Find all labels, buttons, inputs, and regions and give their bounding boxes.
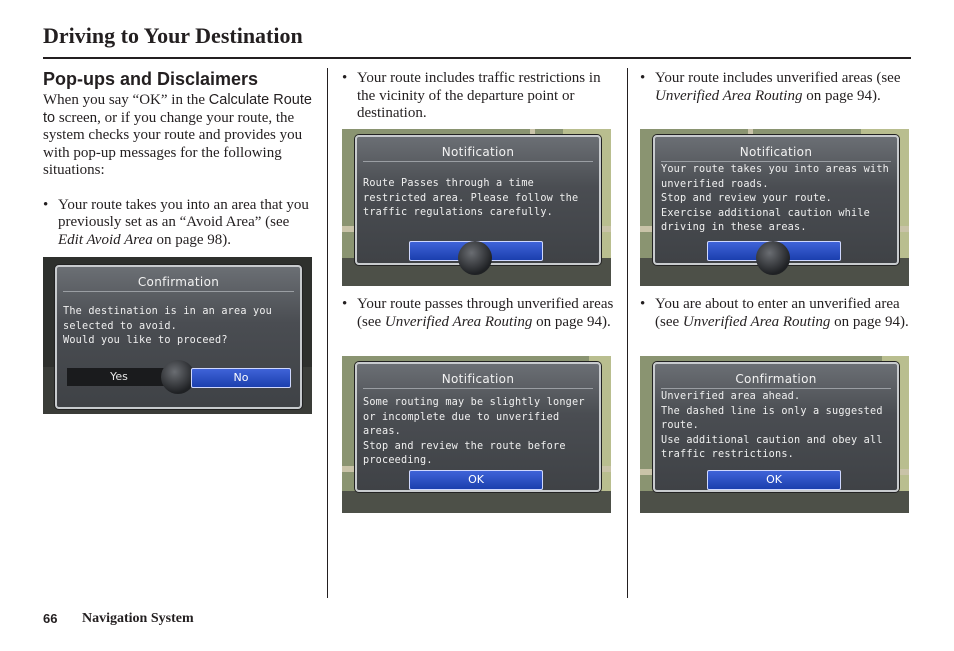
dial-knob-icon bbox=[458, 241, 492, 275]
bullet-avoid-area: • Your route takes you into an area that you previously set as an “Avoid Area” (see Edit Avoid Area on page 98). bbox=[43, 196, 309, 248]
confirmation-dialog bbox=[55, 265, 302, 409]
screenshot-unverified-ahead bbox=[640, 356, 909, 513]
bullet-unverified-areas: • Your route includes unverified areas (see Unverified Area Routing on page 94). bbox=[640, 70, 901, 104]
column-3 bbox=[640, 70, 912, 105]
column-divider-2 bbox=[627, 68, 628, 598]
column-divider-1 bbox=[327, 68, 328, 598]
dialog-message: Some routing may be slightly longer or incomplete due to unverified areas. Stop and review the route before proceeding. bbox=[363, 397, 585, 466]
ok-button[interactable]: OK bbox=[409, 470, 543, 490]
dialog-title: Confirmation bbox=[735, 372, 817, 386]
column-2 bbox=[342, 70, 614, 123]
dialog-title: Notification bbox=[441, 145, 515, 159]
title-rule bbox=[43, 57, 911, 59]
section-heading: Pop-ups and Disclaimers bbox=[43, 69, 259, 89]
dialog-title: Notification bbox=[441, 372, 515, 386]
no-button[interactable]: No bbox=[191, 368, 291, 388]
dialog-message: Unverified area ahead. The dashed line is only a suggested route. Use additional caution and obey all traffic restrictions. bbox=[661, 391, 883, 460]
footer-label: Navigation System bbox=[82, 611, 194, 626]
dialog-title: Confirmation bbox=[137, 275, 220, 289]
dial-knob-icon bbox=[756, 241, 790, 275]
screenshot-unverified-routing bbox=[342, 356, 611, 513]
screenshot-time-restricted bbox=[342, 129, 611, 286]
screenshot-avoid-area bbox=[43, 257, 312, 414]
confirmation-dialog bbox=[653, 362, 899, 492]
column-2-lower bbox=[342, 296, 614, 331]
ok-button[interactable]: OK bbox=[707, 470, 841, 490]
dialog-message: Your route takes you into areas with unverified roads. Stop and review your route. Exercise additional caution while driving in these areas. bbox=[661, 164, 890, 233]
bullet-enter-unverified-area: • You are about to enter an unverified area (see Unverified Area Routing on page 94). bbox=[640, 296, 909, 330]
column-1 bbox=[43, 68, 315, 249]
page-number: 66 bbox=[43, 611, 58, 626]
dial-knob-icon bbox=[161, 360, 195, 394]
page-title: Driving to Your Destination bbox=[43, 23, 303, 48]
bullet-traffic-restrictions: • Your route includes traffic restrictions in the vicinity of the departure point or destination. bbox=[342, 70, 601, 121]
yes-button[interactable]: Yes bbox=[67, 368, 171, 386]
dialog-message: The destination is in an area you selected to avoid. Would you like to proceed? bbox=[63, 306, 273, 346]
notification-dialog bbox=[355, 362, 601, 492]
column-3-lower bbox=[640, 296, 912, 331]
bullet-unverified-routing: • Your route passes through unverified areas (see Unverified Area Routing on page 94). bbox=[342, 296, 614, 330]
dialog-message: Route Passes through a time restricted area. Please follow the traffic regulations carefully. bbox=[363, 178, 579, 218]
dialog-title: Notification bbox=[739, 145, 813, 159]
intro-paragraph: When you say “OK” in the Calculate Route to screen, or if you change your route, the system checks your route and provides you with pop-up messages for the following situations: bbox=[43, 92, 312, 178]
screenshot-unverified-roads bbox=[640, 129, 909, 286]
calculate-route-label: Calculate Route to bbox=[43, 92, 312, 126]
